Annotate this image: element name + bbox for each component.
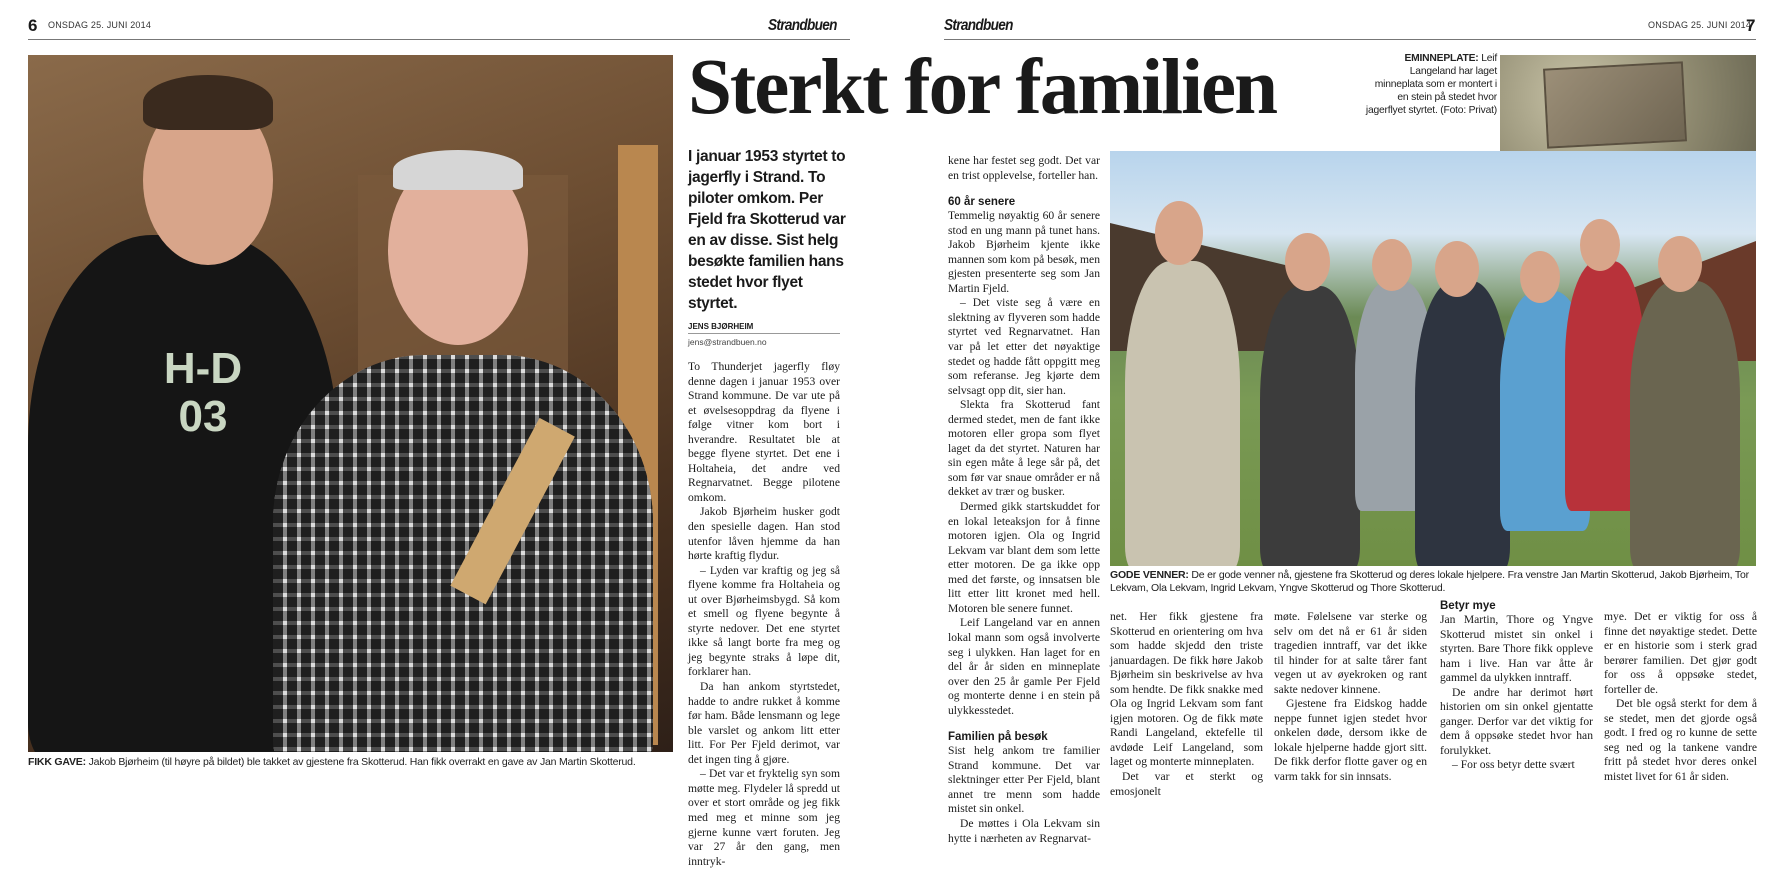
caption-group	[1110, 569, 1760, 595]
caption-text: Jakob Bjørheim (til høyre på bildet) ble takket av gjestene fra Skotterud. Han fikk overrakt en gave av Jan Martin Skotterud.	[85, 756, 636, 768]
paragraph: Slekta fra Skotterud fant dermed stedet, men de fant ikke motoren eller gropa som flyet laget da det styrtet. Naturen har sin egen måte å lege sår på, det som før var snaue områder er nå dekket av trær og busker.	[948, 398, 1100, 499]
photo-plaque	[1500, 55, 1756, 157]
paragraph: Det ble også sterkt for dem å se stedet, men det gjorde også godt. I fred og ro kunne de sette seg ned og la tankene vandre fritt på stedet hvor deres onkel mistet livet for 61 år siden.	[1604, 697, 1757, 784]
paragraph: Sist helg ankom tre familier Strand kommune. Det var slektninger etter Per Fjeld, blant annet tre menn som hadde mistet sin onkel.	[948, 744, 1100, 816]
paragraph: Leif Langeland var en annen lokal mann som også involverte seg i ulykken. Han laget for en del år år siden en minneplate over den 25 år gamle Per Fjeld og monterte denne i en stein på ulykkesstedet.	[948, 616, 1100, 717]
column-2	[948, 154, 1100, 846]
column-6	[1604, 610, 1757, 785]
paragraph: Temmelig nøyaktig 60 år senere stod en ung mann på tunet hans. Jakob Bjørheim kjente ikke mannen som kom på besøk, men gjesten presenterte seg som Jan Martin Fjeld.	[948, 209, 1100, 295]
brand-left: Strandbuen	[768, 17, 837, 34]
paragraph: Jakob Bjørheim husker godt den spesielle dagen. Han stod utenfor låven hjemme da han hørte kraftig flydur.	[688, 505, 840, 563]
page-number-right: 7	[1746, 16, 1756, 35]
paragraph: Gjestene fra Eidskog hadde neppe funnet igjen stedet hvor onkelen døde, dersom ikke de lokale hjelperne hadde gjort sitt. De fikk derfor flotte gaver og en varm takk for sin innsats.	[1274, 697, 1427, 784]
caption-text: De er gode venner nå, gjestene fra Skotterud og deres lokale hjelpere. Fra venstre Jan Martin Skotterud, Jakob Bjørheim, Tor Lekvam, Ola Lekvam, Ingrid Lekvam, Yngve Skotterud og Thore Skotterud.	[1110, 569, 1749, 594]
page-number-left: 6	[28, 16, 38, 35]
lede: I januar 1953 styrtet to jagerfly i Strand. To piloter omkom. Per Fjeld fra Skotterud var en av disse. Sist helg besøkte familien hans stedet hvor flyet styrtet.	[688, 148, 846, 312]
headline: Sterkt for familien	[688, 44, 1277, 131]
paragraph: Jan Martin, Thore og Yngve Skotterud mistet sin onkel i styrten. Bare Thore fikk oppleve ham i live. Han var åtte år gammel da ulykken inntraff.	[1440, 613, 1593, 685]
paragraph: To Thunderjet jagerfly fløy denne dagen i januar 1953 over Strand kommune. De var ute på et øvelsesoppdrag da flyene i følge vitner kom bort i hverandre. Resultatet ble at begge flyene styrtet. Det ene i Holtaheia, det andre ved Regnarvatnet. Begge pilotene omkom.	[688, 360, 840, 504]
paragraph: De møttes i Ola Lekvam sin hytte i nærheten av Regnarvat-	[948, 816, 1100, 845]
column-3	[1110, 610, 1263, 799]
paragraph: De andre har derimot hørt historien om sin onkel gjentatte ganger. Derfor var det viktig for dem å oppsøke stedet hvor han forulykket.	[1440, 685, 1593, 757]
brand-right: Strandbuen	[944, 17, 1013, 34]
subheading: Betyr mye	[1440, 600, 1496, 612]
caption-label: EMINNEPLATE:	[1404, 53, 1479, 64]
paragraph: Dermed gikk startskuddet for en lokal leteaksjon for å finne motoren igjen. Ola og Ingrid Lekvam var blant dem som lette etter motoren. De ga ikke opp med det første, og innsatsen ble litt etter litt kronet med hell. Motoren ble senere funnet.	[948, 500, 1100, 615]
date-left: ONSDAG 25. JUNI 2014	[48, 20, 152, 30]
byline: JENS BJØRHEIM	[688, 322, 840, 334]
caption-label: FIKK GAVE:	[28, 756, 86, 768]
paragraph: Da han ankom styrtstedet, hadde to andre rukket å komme før ham. Både lensmann og lege ble varslet og ankom litt etter litt. For Per Fjeld derimot, var det ingen ting å gjøre.	[688, 680, 840, 766]
paragraph: Det var et sterkt og emosjonelt	[1110, 770, 1263, 798]
caption-plaque	[1362, 52, 1497, 117]
subheading: 60 år senere	[948, 196, 1016, 209]
column-1	[688, 360, 840, 869]
paragraph: – Lyden var kraftig og jeg så flyene komme fra Holtaheia og ut over Bjørheimsbygd. Så kom et smell og flyene begynte å styrte nedover. Det ene styrtet ikke så langt borte fra meg og jeg begynte straks å løpe dit, forklarer han.	[688, 563, 840, 679]
paragraph: kene har festet seg godt. Det var en trist opplevelse, forteller han.	[948, 154, 1100, 182]
paragraph: mye. Det er viktig for oss å finne det nøyaktige stedet. Dette er en historie som i sterk grad berører familien. Det gjør godt for oss å oppsøke stedet, forteller de.	[1604, 610, 1757, 696]
byline-block	[688, 322, 840, 347]
subheading: Familien på besøk	[948, 731, 1048, 744]
caption-text: Leif Langeland har laget minneplata som er montert i en stein på stedet hvor jagerflyet styrtet. (Foto: Privat)	[1365, 53, 1497, 116]
paragraph: – Det viste seg å være en slektning av flyveren som hadde styrtet ved Regnarvatnet. Han var på let etter det nøyaktige stedet og hadde fått oppgitt meg som referanse. Jeg kjørte dem selvsagt opp dit, sier han.	[948, 296, 1100, 397]
column-4	[1274, 610, 1427, 785]
paragraph: møte. Følelsene var sterke og selv om det nå er 61 år siden tragedien inntraff, var det ikke til hinder for at salte tårer fant vegen ut av øyekroken og rant sakte nedover kinnene.	[1274, 610, 1427, 696]
caption-gift	[28, 756, 678, 769]
paragraph: – Det var et fryktelig syn som møtte meg. Flydeler lå spredd ut over et stort område og jeg fikk med meg et minne som jeg gjerne kunne vært foruten. Jeg var 27 år den gang, men inntryk-	[688, 767, 840, 868]
caption-label: GODE VENNER:	[1110, 569, 1189, 581]
header-rule-right	[944, 39, 1756, 40]
paragraph: – For oss betyr dette svært	[1452, 758, 1575, 772]
header-rule-left	[28, 39, 850, 40]
author-email[interactable]: jens@strandbuen.no	[688, 337, 767, 347]
photo-group	[1110, 151, 1756, 566]
paragraph: net. Her fikk gjestene fra Skotterud en orientering om hva som hadde skjedd den triste januardagen. De fikk høre Jakob Bjørheim sin beskrivelse av hva som hendte. De fikk snakke med Ola og Ingrid Lekvam som fant igjen motoren. Og de fikk møte Randi Langeland, ektefelle til avdøde Leif Langeland, som laget og monterte minneplaten.	[1110, 610, 1263, 769]
date-right: ONSDAG 25. JUNI 2014	[1648, 20, 1752, 30]
column-5	[1440, 599, 1593, 773]
photo-gift: H-D 03	[28, 55, 673, 752]
